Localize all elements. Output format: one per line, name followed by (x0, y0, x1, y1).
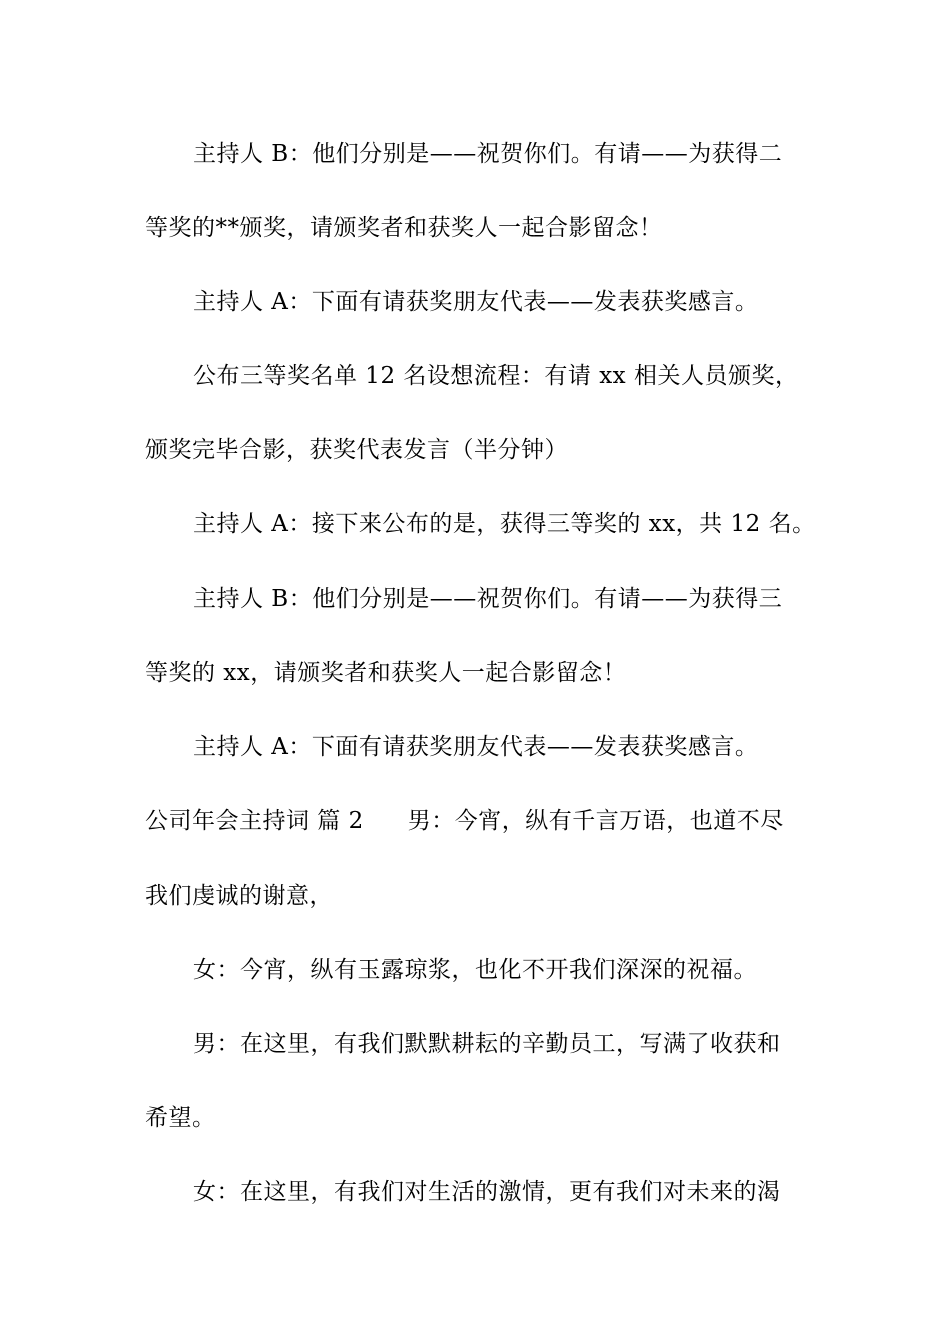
paragraph-line: 主持人 B：他们分别是——祝贺你们。有请——为获得二 (193, 141, 783, 167)
paragraph-line: 主持人 A：接下来公布的是，获得三等奖的 xx，共 12 名。 (193, 511, 816, 537)
paragraph-line: 颁奖完毕合影，获奖代表发言（半分钟） (145, 437, 568, 463)
paragraph-line: 我们虔诚的谢意， (145, 883, 333, 909)
paragraph-line: 女：今宵，纵有玉露琼浆，也化不开我们深深的祝福。 (193, 957, 757, 983)
paragraph-line: 等奖的 xx，请颁奖者和获奖人一起合影留念！ (145, 660, 627, 686)
section-heading-line (145, 805, 810, 837)
paragraph-line: 主持人 B：他们分别是——祝贺你们。有请——为获得三 (193, 586, 783, 612)
paragraph-line: 公布三等奖名单 12 名设想流程：有请 xx 相关人员颁奖， (193, 363, 799, 389)
paragraph-line: 主持人 A：下面有请获奖朋友代表——发表获奖感言。 (193, 289, 759, 315)
paragraph-line: 希望。 (145, 1105, 216, 1131)
paragraph-line: 女：在这里，有我们对生活的激情，更有我们对未来的渴 (193, 1179, 781, 1205)
section-first-line: 男：今宵，纵有千言万语，也道不尽 (407, 808, 784, 834)
paragraph-line: 主持人 A：下面有请获奖朋友代表——发表获奖感言。 (193, 734, 759, 760)
paragraph-line: 男：在这里，有我们默默耕耘的辛勤员工，写满了收获和 (193, 1031, 781, 1057)
paragraph-line: 等奖的**颁奖，请颁奖者和获奖人一起合影留念！ (145, 215, 663, 241)
section-heading: 公司年会主持词 篇 2 (145, 808, 364, 834)
